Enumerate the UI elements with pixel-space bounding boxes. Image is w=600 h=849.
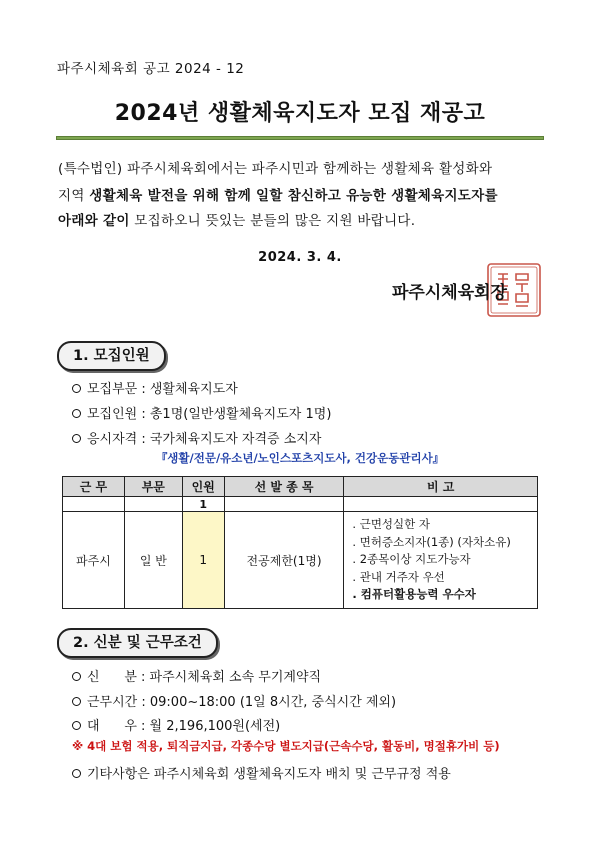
note-line: . 근면성실한 자 xyxy=(352,517,431,532)
table-cell xyxy=(63,497,125,512)
title-divider xyxy=(56,136,544,140)
item-text: 응시자격 : 국가체육지도자 자격증 소지자 xyxy=(87,432,322,447)
cell-division: 일 반 xyxy=(124,512,182,609)
circle-bullet-icon xyxy=(72,672,81,681)
list-item xyxy=(72,428,321,447)
item-text: 대 우 : 월 2,196,100원(세전) xyxy=(87,719,281,734)
notice-number: 파주시체육회 공고 2024 - 12 xyxy=(57,61,245,77)
note-line: . 관내 거주자 우선 xyxy=(352,569,445,584)
notice-date: 2024. 3. 4. xyxy=(258,250,342,265)
list-item xyxy=(72,378,238,397)
list-item xyxy=(72,403,331,422)
cell-selection: 전공제한(1명) xyxy=(224,512,344,609)
circle-bullet-icon xyxy=(72,384,81,393)
intro-line-3-plain: 모집하오니 뜻있는 분들의 많은 지원 바랍니다. xyxy=(129,213,416,229)
cell-notes xyxy=(344,512,538,609)
list-item xyxy=(72,691,396,710)
intro-line-3-bold: 아래와 같이 xyxy=(58,213,130,229)
benefits-note: ※ 4대 보험 적용, 퇴직금지급, 각종수당 별도지급(근속수당, 활동비, 명절휴가비 등) xyxy=(72,739,500,753)
item-text: 모집부문 : 생활체육지도자 xyxy=(87,382,238,397)
table-cell xyxy=(124,497,182,512)
header-count: 인원 xyxy=(182,477,224,497)
list-item xyxy=(72,666,321,685)
table-total-row xyxy=(63,497,538,512)
total-count: 1 xyxy=(182,497,224,512)
recruitment-table xyxy=(62,476,538,609)
intro-line-2-plain: 지역 xyxy=(58,188,90,204)
circle-bullet-icon xyxy=(72,434,81,443)
table-cell xyxy=(224,497,344,512)
item-text: 신 분 : 파주시체육회 소속 무기계약직 xyxy=(87,670,322,685)
header-selection: 선 발 종 목 xyxy=(224,477,344,497)
note-line: . 면허증소지자(1종) (자차소유) xyxy=(352,534,511,549)
item-text: 모집인원 : 총1명(일반생활체육지도자 1명) xyxy=(87,407,332,422)
item-text: 기타사항은 파주시체육회 생활체육지도자 배치 및 근무규정 적용 xyxy=(87,767,451,782)
intro-line-2-bold: 생활체육 발전을 위해 함께 일할 참신하고 유능한 생활체육지도자를 xyxy=(89,188,498,204)
signer-name: 파주시체육회장 xyxy=(392,283,507,303)
cell-count: 1 xyxy=(182,512,224,609)
intro-line-1: (특수법인) 파주시체육회에서는 파주시민과 함께하는 생활체육 활성화와 xyxy=(58,161,493,177)
list-item xyxy=(72,715,280,734)
circle-bullet-icon xyxy=(72,769,81,778)
cell-location: 파주시 xyxy=(63,512,125,609)
header-division: 부문 xyxy=(124,477,182,497)
note-line: . 2종목이상 지도가능자 xyxy=(352,552,471,567)
header-location: 근 무 xyxy=(63,477,125,497)
header-notes: 비 고 xyxy=(344,477,538,497)
intro-line-2 xyxy=(58,184,498,204)
table-cell xyxy=(344,497,538,512)
intro-line-3 xyxy=(58,209,415,229)
circle-bullet-icon xyxy=(72,409,81,418)
circle-bullet-icon xyxy=(72,697,81,706)
note-line: . 컴퓨터활용능력 우수자 xyxy=(352,587,476,602)
table-row xyxy=(63,512,538,609)
page-title: 2024년 생활체육지도자 모집 재공고 xyxy=(114,101,486,126)
qualification-fields-note: 『생활/전문/유소년/노인스포츠지도사, 건강운동관리사』 xyxy=(155,451,445,465)
list-item xyxy=(72,763,451,782)
section-header-recruitment: 1. 모집인원 xyxy=(57,341,166,371)
table-header-row xyxy=(63,477,538,497)
circle-bullet-icon xyxy=(72,721,81,730)
section-header-conditions: 2. 신분 및 근무조건 xyxy=(57,628,218,658)
item-text: 근무시간 : 09:00~18:00 (1일 8시간, 중식시간 제외) xyxy=(87,695,397,710)
